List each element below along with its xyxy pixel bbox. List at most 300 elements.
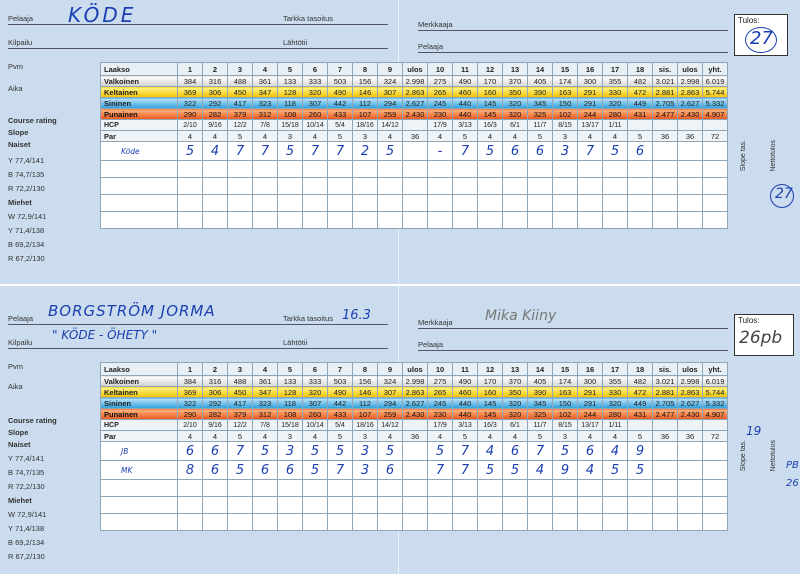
tee-length: 490: [453, 76, 478, 87]
tee-length: 460: [453, 87, 478, 98]
score-cell: [203, 178, 228, 195]
par-value: 4: [378, 431, 403, 442]
par-value: 4: [428, 431, 453, 442]
par-value: 4: [578, 131, 603, 142]
tee-length: 482: [628, 76, 653, 87]
score-cell: [303, 497, 328, 514]
hcp-value: 8/15: [553, 120, 578, 131]
tee-length: 174: [553, 76, 578, 87]
hole-number: 12: [478, 63, 503, 76]
score-cell: 2: [353, 142, 378, 161]
hole-number: 10: [428, 363, 453, 376]
score-cell: 7: [228, 142, 253, 161]
tee-length: 3.021: [653, 76, 678, 87]
label-slope: Slope: [8, 128, 29, 137]
score-row-label: Köde: [101, 142, 178, 161]
tee-length: 316: [203, 376, 228, 387]
score-cell: [628, 212, 653, 229]
tee-length: 307: [378, 387, 403, 398]
result-box: [734, 314, 794, 356]
score-row-label: [101, 178, 178, 195]
tee-length: 361: [253, 376, 278, 387]
tee-length: 2.863: [403, 87, 428, 98]
par-value: 4: [378, 131, 403, 142]
hcp-value: [628, 420, 653, 431]
tee-length: 369: [178, 387, 203, 398]
tee-length: 294: [378, 398, 403, 409]
score-cell: [628, 178, 653, 195]
hole-number: 9: [378, 63, 403, 76]
player-name-handwritten: KÖDE: [68, 3, 137, 27]
rating-item: R 67,2/130: [8, 254, 45, 263]
score-cell: [178, 195, 203, 212]
tee-length: 5.332: [703, 98, 728, 109]
tee-length: 300: [578, 76, 603, 87]
tee-length: 345: [528, 398, 553, 409]
tee-row: [101, 376, 728, 387]
rating-item: B 69,2/134: [8, 538, 45, 547]
tee-length: 108: [278, 409, 303, 420]
tee-length: 275: [428, 376, 453, 387]
score-cell: 5: [303, 442, 328, 461]
label-slope-tas: Slope tas.: [740, 440, 747, 472]
hole-number: 11: [453, 363, 478, 376]
par-value: 4: [203, 131, 228, 142]
score-cell: -: [428, 142, 453, 161]
tee-row: [101, 387, 728, 398]
score-cell: [603, 480, 628, 497]
course-name: Laakso: [101, 363, 178, 376]
score-cell: 6: [528, 142, 553, 161]
score-cell: [253, 497, 278, 514]
hcp-value: 10/14: [303, 120, 328, 131]
score-cell: [503, 480, 528, 497]
hole-number: 8: [353, 63, 378, 76]
label-course-rating: Course rating: [8, 416, 57, 425]
tee-length: 2.705: [653, 98, 678, 109]
hole-number: 5: [278, 363, 303, 376]
score-cell: 5: [478, 142, 503, 161]
hcp-value: 17/9: [428, 120, 453, 131]
par-value: 3: [353, 131, 378, 142]
par-value: 3: [278, 431, 303, 442]
score-cell: [278, 161, 303, 178]
tee-length: 6.019: [703, 376, 728, 387]
tee-length: 230: [428, 409, 453, 420]
tee-length: 112: [353, 398, 378, 409]
tee-length: 160: [478, 87, 503, 98]
score-cell: 6: [278, 461, 303, 480]
tee-length: 2.881: [653, 87, 678, 98]
score-cell: [428, 497, 453, 514]
tee-length: 312: [253, 409, 278, 420]
hole-number: ulos: [678, 363, 703, 376]
hole-number: 11: [453, 63, 478, 76]
score-cell: [278, 212, 303, 229]
tee-length: 2.998: [678, 76, 703, 87]
tee-length: 330: [603, 387, 628, 398]
score-cell: 5: [603, 142, 628, 161]
rating-item: B 74,7/135: [8, 468, 45, 477]
hcp-value: 18/16: [353, 120, 378, 131]
hole-number: 7: [328, 363, 353, 376]
tee-length: 333: [303, 76, 328, 87]
tee-length: 280: [603, 409, 628, 420]
score-cell: [403, 142, 428, 161]
score-table: [100, 62, 728, 229]
tee-length: 291: [578, 98, 603, 109]
par-value: 5: [228, 431, 253, 442]
score-cell: [278, 514, 303, 531]
tee-length: 245: [428, 98, 453, 109]
par-value: 4: [603, 131, 628, 142]
label-merkkaaja: Merkkaaja: [418, 318, 453, 327]
rating-item: R 72,2/130: [8, 482, 45, 491]
tee-length: 390: [528, 87, 553, 98]
score-cell: [253, 212, 278, 229]
tee-length: 260: [303, 109, 328, 120]
score-cell: [253, 514, 278, 531]
score-cell: [703, 480, 728, 497]
hcp-value: [678, 420, 703, 431]
tee-length: 2.430: [678, 109, 703, 120]
marker-handwritten: Mika Kiiny: [485, 308, 557, 324]
score-cell: [678, 212, 703, 229]
score-cell: 7: [228, 442, 253, 461]
par-label: Par: [101, 131, 178, 142]
tee-length: 306: [203, 387, 228, 398]
score-cell: [428, 212, 453, 229]
tee-length: 369: [178, 87, 203, 98]
score-cell: [653, 480, 678, 497]
score-cell: [553, 497, 578, 514]
tee-length: 345: [528, 98, 553, 109]
score-cell: 5: [278, 142, 303, 161]
label-merkkaaja: Merkkaaja: [418, 20, 453, 29]
hole-number: 5: [278, 63, 303, 76]
par-value: 4: [428, 131, 453, 142]
side-note-pb: PB: [786, 460, 799, 471]
hcp-value: 16/3: [478, 420, 503, 431]
tee-length: 442: [328, 398, 353, 409]
label-kilpailu: Kilpailu: [8, 38, 33, 47]
hole-number: 1: [178, 63, 203, 76]
tee-length: 146: [353, 387, 378, 398]
hcp-value: [653, 120, 678, 131]
tee-length: 472: [628, 387, 653, 398]
score-cell: [178, 497, 203, 514]
tee-length: 442: [328, 98, 353, 109]
underline: [8, 348, 388, 349]
hole-number: 17: [603, 63, 628, 76]
score-cell: [403, 195, 428, 212]
score-cell: [553, 161, 578, 178]
score-cell: [378, 212, 403, 229]
score-cell: [328, 178, 353, 195]
score-cell: [403, 161, 428, 178]
score-cell: [628, 161, 653, 178]
score-cell: [253, 195, 278, 212]
score-cell: [403, 461, 428, 480]
score-row: [101, 161, 728, 178]
score-cell: [228, 161, 253, 178]
score-cell: [578, 480, 603, 497]
score-cell: [453, 480, 478, 497]
tee-length: 312: [253, 109, 278, 120]
hcp-value: 15/18: [278, 120, 303, 131]
label-nettotulos: Nettotulos: [770, 440, 777, 472]
tee-row: [101, 409, 728, 420]
underline: [418, 350, 728, 351]
par-row: [101, 131, 728, 142]
score-cell: 4: [478, 442, 503, 461]
par-value: 4: [603, 431, 628, 442]
score-cell: [378, 514, 403, 531]
tee-length: 133: [278, 376, 303, 387]
tee-length: 307: [303, 98, 328, 109]
tee-length: 128: [278, 87, 303, 98]
hole-number: sis.: [653, 363, 678, 376]
hcp-value: 9/16: [203, 420, 228, 431]
hcp-value: [628, 120, 653, 131]
tee-length: 355: [603, 76, 628, 87]
tee-length: 472: [628, 87, 653, 98]
score-cell: [528, 212, 553, 229]
par-value: 36: [653, 131, 678, 142]
score-cell: [278, 178, 303, 195]
result-box: [734, 14, 788, 56]
tee-length: 2.430: [678, 409, 703, 420]
score-cell: [603, 178, 628, 195]
score-cell: [653, 178, 678, 195]
tee-length: 107: [353, 409, 378, 420]
par-value: 4: [178, 431, 203, 442]
score-cell: 4: [603, 442, 628, 461]
score-row: [101, 514, 728, 531]
hole-number: ulos: [403, 63, 428, 76]
score-table: [100, 362, 728, 531]
score-cell: [578, 161, 603, 178]
tee-length: 245: [428, 398, 453, 409]
hcp-value: 12/2: [228, 420, 253, 431]
score-cell: [303, 514, 328, 531]
score-cell: [203, 514, 228, 531]
tee-length: 324: [378, 376, 403, 387]
tee-length: 160: [478, 387, 503, 398]
label-pelaaja-2: Pelaaja: [418, 340, 444, 349]
tee-length: 490: [328, 387, 353, 398]
label-tarkka-tasoitus: Tarkka tasoitus: [283, 14, 334, 23]
score-cell: [403, 514, 428, 531]
par-value: 4: [303, 131, 328, 142]
tee-length: 503: [328, 376, 353, 387]
label-aika: Aika: [8, 84, 23, 93]
score-cell: [353, 212, 378, 229]
score-cell: [553, 514, 578, 531]
score-row: [101, 480, 728, 497]
tee-length: 145: [478, 109, 503, 120]
hole-number: 15: [553, 363, 578, 376]
score-cell: [653, 514, 678, 531]
result-value: 26pb: [739, 328, 783, 348]
score-cell: [703, 142, 728, 161]
competition-handwritten: " KÖDE - ÖHETY ": [52, 328, 158, 342]
rating-item: Y 71,4/138: [8, 226, 45, 235]
score-cell: [653, 212, 678, 229]
score-cell: [478, 514, 503, 531]
par-value: 5: [328, 431, 353, 442]
hole-number: ulos: [403, 363, 428, 376]
tee-length: 290: [178, 409, 203, 420]
hcp-value: 6/1: [503, 120, 528, 131]
tee-length: 3.021: [653, 376, 678, 387]
hole-number: 2: [203, 63, 228, 76]
par-value: 5: [628, 431, 653, 442]
label-slope-tas: Slope tas.: [740, 140, 747, 172]
tee-length: 320: [503, 109, 528, 120]
tee-length: 405: [528, 76, 553, 87]
par-value: 4: [253, 431, 278, 442]
score-cell: [653, 442, 678, 461]
label-miehet: Miehet: [8, 496, 32, 505]
score-cell: [378, 195, 403, 212]
hole-number: 2: [203, 363, 228, 376]
score-cell: 6: [203, 461, 228, 480]
par-value: 4: [178, 131, 203, 142]
score-cell: [453, 178, 478, 195]
score-cell: [353, 161, 378, 178]
score-cell: [678, 461, 703, 480]
score-cell: 5: [328, 442, 353, 461]
score-cell: [553, 195, 578, 212]
tee-length: 107: [353, 109, 378, 120]
tee-length: 433: [328, 109, 353, 120]
tee-length: 320: [303, 87, 328, 98]
tee-length: 5.744: [703, 387, 728, 398]
score-cell: 6: [378, 461, 403, 480]
tee-length: 333: [303, 376, 328, 387]
tee-length: 433: [328, 409, 353, 420]
tee-length: 350: [503, 387, 528, 398]
label-tarkka-tasoitus: Tarkka tasoitus: [283, 314, 334, 323]
rating-item: Y 71,4/138: [8, 524, 45, 533]
tee-length: 275: [428, 76, 453, 87]
score-cell: [328, 480, 353, 497]
par-value: 36: [403, 431, 428, 442]
label-course-rating: Course rating: [8, 116, 57, 125]
hcp-value: 11/7: [528, 120, 553, 131]
score-cell: 7: [253, 142, 278, 161]
score-cell: [353, 480, 378, 497]
tee-length: 292: [203, 398, 228, 409]
score-cell: [678, 142, 703, 161]
score-cell: [453, 514, 478, 531]
score-cell: [403, 442, 428, 461]
par-value: 4: [303, 431, 328, 442]
score-cell: [278, 195, 303, 212]
tee-name: Punainen: [101, 409, 178, 420]
header-row: [101, 63, 728, 76]
hcp-value: 13/17: [578, 420, 603, 431]
score-cell: [178, 480, 203, 497]
score-cell: [603, 497, 628, 514]
tee-length: 145: [478, 398, 503, 409]
tee-length: 361: [253, 76, 278, 87]
score-cell: [578, 195, 603, 212]
label-pelaaja: Pelaaja: [8, 314, 34, 323]
score-cell: [428, 195, 453, 212]
tee-length: 384: [178, 76, 203, 87]
score-cell: [403, 178, 428, 195]
hcp-value: 18/16: [353, 420, 378, 431]
tee-length: 417: [228, 98, 253, 109]
score-cell: [578, 178, 603, 195]
tee-length: 156: [353, 376, 378, 387]
tee-length: 291: [578, 87, 603, 98]
score-cell: [203, 161, 228, 178]
score-cell: [328, 497, 353, 514]
score-row: [101, 497, 728, 514]
label-aika: Aika: [8, 382, 23, 391]
tee-length: 417: [228, 398, 253, 409]
par-value: 5: [528, 131, 553, 142]
tee-length: 265: [428, 387, 453, 398]
hcp-label: HCP: [101, 420, 178, 431]
hole-number: 9: [378, 363, 403, 376]
tee-length: 370: [503, 76, 528, 87]
score-cell: [278, 497, 303, 514]
par-value: 4: [203, 431, 228, 442]
tee-length: 2.881: [653, 387, 678, 398]
score-cell: 5: [478, 461, 503, 480]
tee-length: 230: [428, 109, 453, 120]
par-value: 36: [653, 431, 678, 442]
tee-length: 490: [328, 87, 353, 98]
tee-length: 431: [628, 409, 653, 420]
tee-length: 488: [228, 76, 253, 87]
score-cell: [703, 514, 728, 531]
par-value: 36: [678, 131, 703, 142]
par-value: 4: [578, 431, 603, 442]
score-cell: [203, 195, 228, 212]
handicap-value: 16.3: [342, 308, 371, 323]
score-cell: [478, 195, 503, 212]
score-cell: 4: [528, 461, 553, 480]
label-nettotulos: Nettotulos: [770, 140, 777, 172]
par-value: 5: [628, 131, 653, 142]
score-cell: [453, 195, 478, 212]
score-cell: [228, 178, 253, 195]
tee-length: 490: [453, 376, 478, 387]
tee-length: 440: [453, 409, 478, 420]
score-row-label: [101, 514, 178, 531]
par-label: Par: [101, 431, 178, 442]
tee-length: 280: [603, 109, 628, 120]
score-cell: [353, 195, 378, 212]
tee-length: 244: [578, 409, 603, 420]
score-cell: [428, 514, 453, 531]
score-cell: [578, 212, 603, 229]
hole-number: 18: [628, 363, 653, 376]
underline: [418, 328, 728, 329]
hole-number: yht.: [703, 363, 728, 376]
score-cell: [203, 480, 228, 497]
score-cell: [403, 212, 428, 229]
result-value: 27: [750, 28, 773, 49]
hcp-value: [403, 420, 428, 431]
score-cell: [453, 212, 478, 229]
tee-length: 156: [353, 76, 378, 87]
